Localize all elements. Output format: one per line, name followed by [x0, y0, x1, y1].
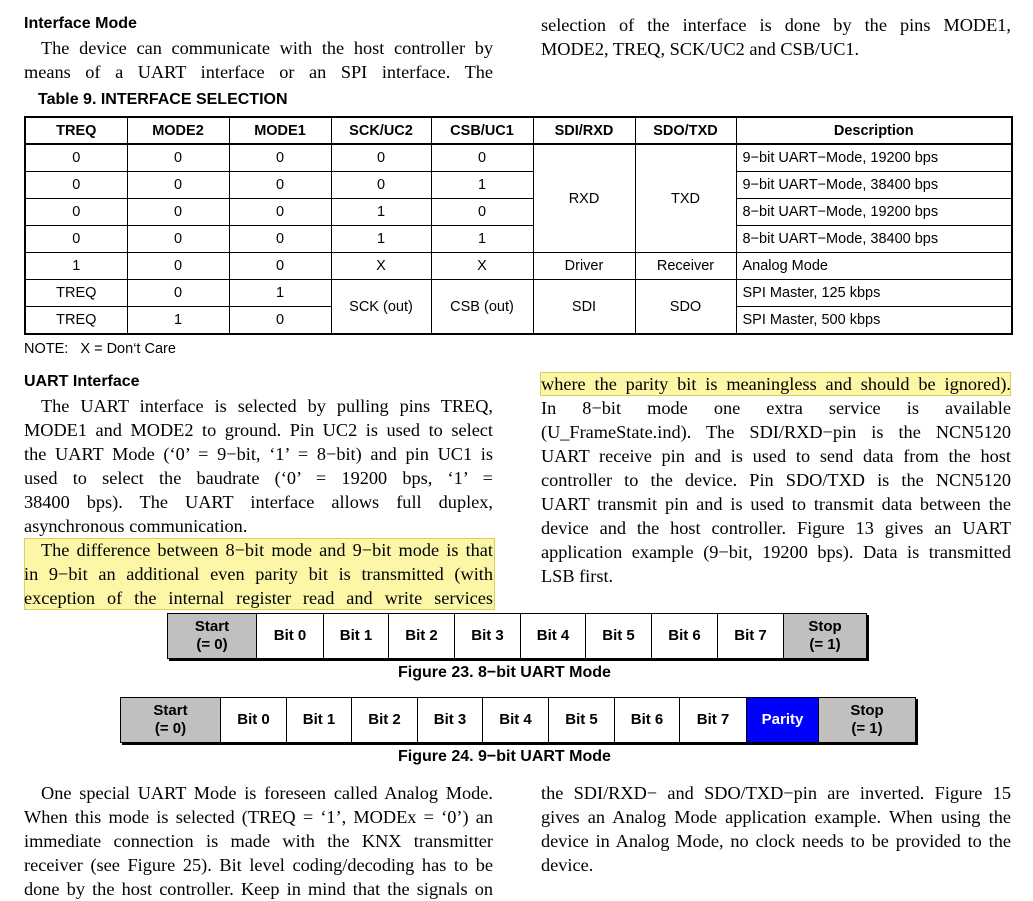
table-cell-merged: RXD: [533, 144, 635, 253]
text-line: selection of the interface is done by the pins MODE1,: [541, 15, 1011, 35]
table-cell: 0: [25, 172, 127, 199]
highlighted-text-line: exception of the internal register read and write services: [24, 588, 493, 608]
table-cell: 1: [431, 172, 533, 199]
text-line: asynchronous communication.: [24, 516, 248, 536]
table-row: [25, 280, 1012, 307]
table-cell-description: 9−bit UART−Mode, 19200 bps: [736, 144, 1012, 172]
table-cell: 0: [229, 144, 331, 172]
table-cell: 1: [229, 280, 331, 307]
table-cell: 0: [127, 144, 229, 172]
table-cell: 0: [229, 199, 331, 226]
table-cell: 1: [431, 226, 533, 253]
data-bit-cell: Bit 7: [718, 614, 784, 658]
highlighted-text-line: in 9−bit an additional even parity bit is transmitted (with: [24, 564, 493, 584]
column-header: SCK/UC2: [331, 117, 431, 144]
table-cell: 0: [127, 172, 229, 199]
table-cell: X: [431, 253, 533, 280]
table-cell-merged: CSB (out): [431, 280, 533, 335]
table-cell: 1: [331, 199, 431, 226]
stop-bit-label: Stop: [808, 618, 842, 635]
text-line: The device can communicate with the host controller by: [41, 38, 493, 58]
analog-mode-right-paragraph: [541, 781, 1011, 877]
column-header: TREQ: [25, 117, 127, 144]
text-line: device and the host controller. Figure 13 gives an UART: [541, 518, 1011, 538]
data-bit-cell: Bit 1: [287, 698, 352, 742]
table-cell: 0: [229, 253, 331, 280]
table-cell: TREQ: [25, 280, 127, 307]
text-line: receiver (see Figure 25). Bit level coding/decoding has to be: [24, 855, 493, 875]
table-cell: 0: [229, 307, 331, 335]
text-line: MODE2, TREQ, SCK/UC2 and CSB/UC1.: [541, 39, 860, 59]
table-row: [25, 172, 1012, 199]
table-cell-description: 8−bit UART−Mode, 19200 bps: [736, 199, 1012, 226]
stop-bit-value: (= 1): [809, 636, 841, 653]
table-cell-description: 9−bit UART−Mode, 38400 bps: [736, 172, 1012, 199]
data-bit-cell: Bit 1: [324, 614, 389, 658]
table-row: [25, 226, 1012, 253]
table-cell: 0: [229, 226, 331, 253]
text-line: used to select the baudrate (‘0’ = 19200 bps, ‘1’ =: [24, 468, 493, 488]
text-line: LSB first.: [541, 566, 614, 586]
data-bit-cell: Bit 2: [389, 614, 455, 658]
start-bit-label: Start: [194, 618, 230, 635]
table-cell: 0: [431, 144, 533, 172]
figure-caption: Figure 24. 9−bit UART Mode: [398, 748, 611, 765]
start-bit-value: (= 0): [154, 720, 187, 737]
table-cell: Receiver: [635, 253, 736, 280]
data-bit-cell: Bit 7: [680, 698, 747, 742]
stop-bit-label: Stop: [850, 702, 884, 719]
table-cell-merged: TXD: [635, 144, 736, 253]
text-line: application example (9−bit, 19200 bps). Data is transmitted: [541, 542, 1011, 562]
data-bit-cell: Bit 3: [455, 614, 521, 658]
text-line: device in Analog Mode, no clock needs to be provided to the: [541, 831, 1011, 851]
start-bit-label: Start: [153, 702, 188, 719]
table-cell: 0: [229, 172, 331, 199]
table-cell: 1: [127, 307, 229, 335]
table-cell-description: 8−bit UART−Mode, 38400 bps: [736, 226, 1012, 253]
column-header: SDO/TXD: [635, 117, 736, 144]
figure-caption: Figure 23. 8−bit UART Mode: [398, 664, 611, 681]
table-row: [25, 253, 1012, 280]
text-line: One special UART Mode is foreseen called Analog Mode.: [41, 783, 493, 803]
highlighted-text-line: The difference between 8−bit mode and 9−bit mode is that: [41, 540, 493, 560]
table-cell-description: SPI Master, 125 kbps: [736, 280, 1012, 307]
text-line: 38400 bps). The UART interface allows full duplex,: [24, 492, 493, 512]
table-cell-merged: SDI: [533, 280, 635, 335]
text-line: When this mode is selected (TREQ = ‘1’, MODEx = ‘0’) an: [24, 807, 493, 827]
data-bit-cell: Bit 5: [586, 614, 652, 658]
column-header: MODE1: [229, 117, 331, 144]
interface-mode-left-paragraph: [24, 36, 493, 84]
analog-mode-left-paragraph: [24, 781, 493, 901]
interface-mode-heading: Interface Mode: [24, 15, 137, 32]
text-line: UART transmit pin and is used to transmit data between the: [541, 494, 1011, 514]
table-cell: 0: [25, 226, 127, 253]
text-line: the UART Mode (‘0’ = 9−bit, ‘1’ = 8−bit) and pin UC1 is: [24, 444, 493, 464]
start-bit-cell: [121, 698, 221, 742]
uart-interface-right-paragraph: [541, 396, 1011, 588]
table-cell: 1: [331, 226, 431, 253]
column-header: SDI/RXD: [533, 117, 635, 144]
interface-mode-right-paragraph: [541, 13, 1011, 61]
table-title: Table 9. INTERFACE SELECTION: [38, 91, 288, 108]
text-line: means of a UART interface or an SPI interface. The: [24, 62, 493, 82]
start-bit-cell: [168, 614, 257, 658]
column-header: Description: [736, 117, 1012, 144]
text-line: In 8−bit mode one extra service is available: [541, 398, 1011, 418]
table-cell: 0: [25, 144, 127, 172]
data-bit-cell: Bit 3: [418, 698, 483, 742]
table-cell: 0: [431, 199, 533, 226]
data-bit-cell: Bit 6: [615, 698, 680, 742]
table-cell-description: SPI Master, 500 kbps: [736, 307, 1012, 335]
parity-bit-cell: Parity: [747, 698, 819, 742]
column-header: CSB/UC1: [431, 117, 533, 144]
uart-frame-8bit: [167, 613, 867, 659]
table-cell: 0: [127, 226, 229, 253]
uart-interface-heading: UART Interface: [24, 373, 140, 390]
table-cell: 0: [127, 253, 229, 280]
highlighted-text-line: where the parity bit is meaningless and should be ignored).: [541, 374, 1011, 394]
highlighted-paragraph-left: [24, 538, 493, 610]
text-line: controller to the device. Pin SDO/TXD is the NCN5120: [541, 470, 1011, 490]
text-line: (U_FrameState.ind). The SDI/RXD−pin is the NCN5120: [541, 422, 1011, 442]
text-line: the SDI/RXD− and SDO/TXD−pin are inverted. Figure 15: [541, 783, 1011, 803]
text-line: done by the host controller. Keep in mind that the signals on: [24, 879, 493, 899]
highlighted-paragraph-right: [541, 372, 1011, 396]
table-note: NOTE: X = Don‘t Care: [24, 341, 176, 357]
table-cell-description: Analog Mode: [736, 253, 1012, 280]
table-cell: Driver: [533, 253, 635, 280]
interface-selection-table: [24, 116, 1013, 335]
table-cell: 0: [25, 199, 127, 226]
table-row: [25, 199, 1012, 226]
table-cell: X: [331, 253, 431, 280]
uart-interface-left-paragraph: [24, 394, 493, 538]
data-bit-cell: Bit 0: [257, 614, 324, 658]
data-bit-cell: Bit 2: [352, 698, 418, 742]
table-cell: 0: [127, 280, 229, 307]
data-bit-cell: Bit 5: [549, 698, 615, 742]
column-header: MODE2: [127, 117, 229, 144]
table-header-row: [25, 117, 1012, 144]
text-line: MODE1 and MODE2 to ground. Pin UC2 is used to select: [24, 420, 493, 440]
stop-bit-cell: [819, 698, 915, 742]
table-cell-merged: SCK (out): [331, 280, 431, 335]
start-bit-value: (= 0): [196, 636, 228, 653]
table-cell: TREQ: [25, 307, 127, 335]
text-line: UART receive pin and is used to send data from the host: [541, 446, 1011, 466]
table-cell: 1: [25, 253, 127, 280]
stop-bit-value: (= 1): [851, 720, 883, 737]
stop-bit-cell: [784, 614, 866, 658]
table-row: [25, 144, 1012, 172]
table-cell: 0: [127, 199, 229, 226]
data-bit-cell: Bit 4: [521, 614, 586, 658]
text-line: The UART interface is selected by pulling pins TREQ,: [41, 396, 493, 416]
table-cell-merged: SDO: [635, 280, 736, 335]
table-cell: 0: [331, 144, 431, 172]
text-line: gives an Analog Mode application example. When using the: [541, 807, 1011, 827]
data-bit-cell: Bit 0: [221, 698, 287, 742]
data-bit-cell: Bit 6: [652, 614, 718, 658]
table-cell: 0: [331, 172, 431, 199]
text-line: immediate connection is made with the KNX transmitter: [24, 831, 493, 851]
data-bit-cell: Bit 4: [483, 698, 549, 742]
text-line: device.: [541, 855, 594, 875]
uart-frame-9bit: [120, 697, 916, 743]
